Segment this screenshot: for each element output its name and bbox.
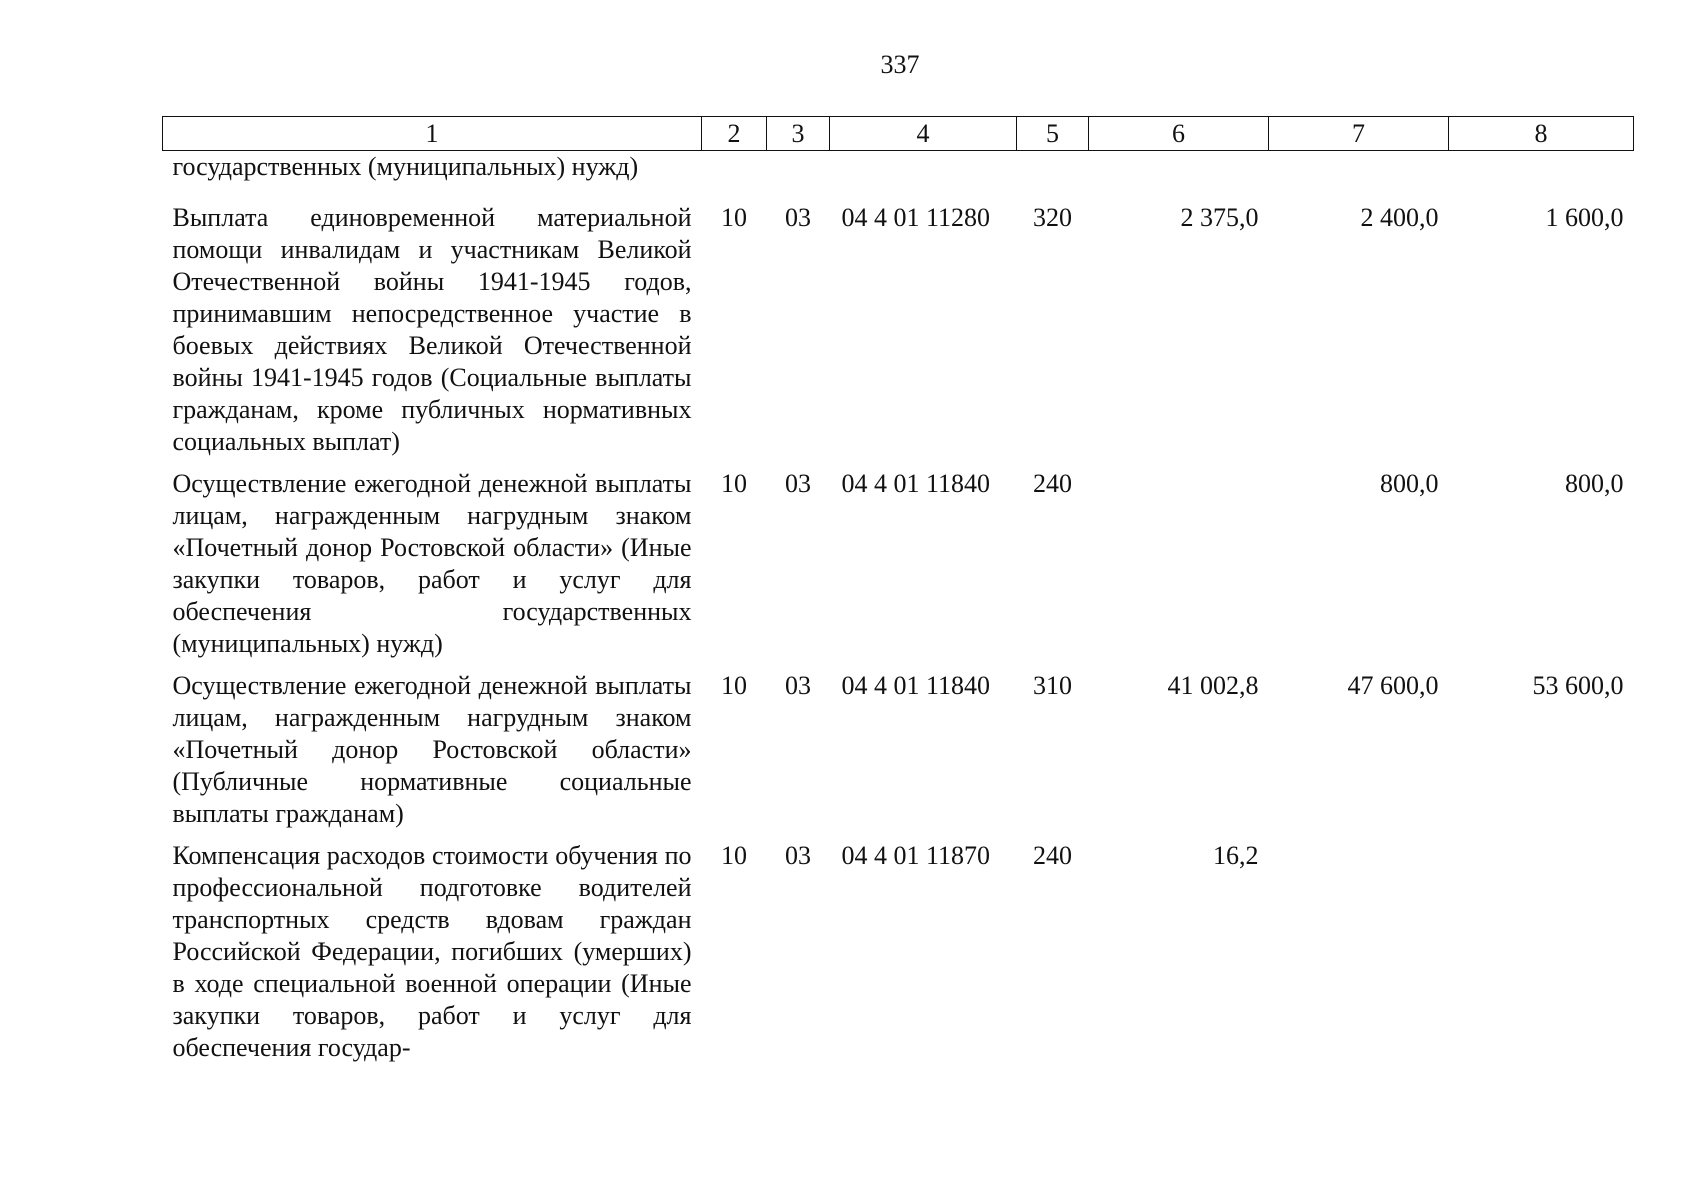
cell-expense-type: 240 [1033,469,1072,498]
cell-amount-8: 1 600,0 [1545,203,1624,232]
column-header: 5 [1017,117,1089,151]
column-header: 8 [1449,117,1634,151]
table-body [163,151,1634,1065]
cell-amount-6: 2 375,0 [1180,203,1259,232]
cell-amount-8 [1449,830,1634,1064]
continuation-row [163,151,1634,194]
table-row [163,458,1634,660]
row-description: Компенсация расходов стоимости обучения по профессиональной подготовке водителей транспортных средств вдовам граждан Российской Федерации, погибших (умерших) в ходе специальной военной операции (Иные закупки товаров, работ и услуг для обеспечения государ- [172,841,692,1062]
column-header: 1 [163,117,702,151]
cell-subsection: 03 [785,203,811,232]
cell-amount-6: 16,2 [1213,841,1259,870]
table-header [163,117,1634,151]
column-header: 4 [830,117,1017,151]
table-row [163,660,1634,830]
cell-subsection: 03 [785,469,811,498]
cell-target-code: 04 4 01 11870 [841,841,991,870]
cell-target-code: 04 4 01 11840 [841,469,991,498]
column-header: 7 [1269,117,1449,151]
cell-amount-7: 47 600,0 [1347,671,1439,700]
cell-amount-6 [1089,458,1269,660]
table-row [163,193,1634,458]
row-description: Осуществление ежегодной денежной выплаты лицам, награжденным нагрудным знаком «Почетный донор Ростовской области» (Иные закупки товаров, работ и услуг для обеспечения государственных (муниципальных) нужд) [172,469,692,658]
cell-amount-7: 800,0 [1380,469,1439,498]
column-header: 2 [702,117,767,151]
cell-subsection: 03 [785,841,811,870]
cell-amount-8: 800,0 [1565,469,1624,498]
cell-amount-8: 53 600,0 [1532,671,1624,700]
cell-section: 10 [721,469,747,498]
cell-subsection: 03 [785,671,811,700]
column-header: 3 [767,117,830,151]
page-number: 337 [880,50,920,79]
cell-section: 10 [721,841,747,870]
cell-expense-type: 310 [1033,671,1072,700]
cell-target-code: 04 4 01 11840 [841,671,991,700]
cell-amount-7: 2 400,0 [1360,203,1439,232]
cell-amount-6: 41 002,8 [1167,671,1259,700]
continuation-text: государственных (муниципальных) нужд) [172,152,639,181]
cell-expense-type: 240 [1033,841,1072,870]
cell-amount-7 [1269,830,1449,1064]
header-row [163,117,1634,151]
cell-target-code: 04 4 01 11280 [841,203,991,232]
row-description: Осуществление ежегодной денежной выплаты лицам, награжденным нагрудным знаком «Почетный донор Ростовской области» (Публичные нормативные социальные выплаты гражданам) [172,671,692,828]
column-header: 6 [1089,117,1269,151]
cell-section: 10 [721,671,747,700]
budget-table [162,116,1634,1064]
row-description: Выплата единовременной материальной помощи инвалидам и участникам Великой Отечественной войны 1941-1945 годов, принимавшим непосредственное участие в боевых действиях Великой Отечественной войны 1941-1945 годов (Социальные выплаты гражданам, кроме публичных нормативных социальных выплат) [172,203,692,456]
cell-expense-type: 320 [1033,203,1072,232]
cell-section: 10 [721,203,747,232]
table-row [163,830,1634,1064]
